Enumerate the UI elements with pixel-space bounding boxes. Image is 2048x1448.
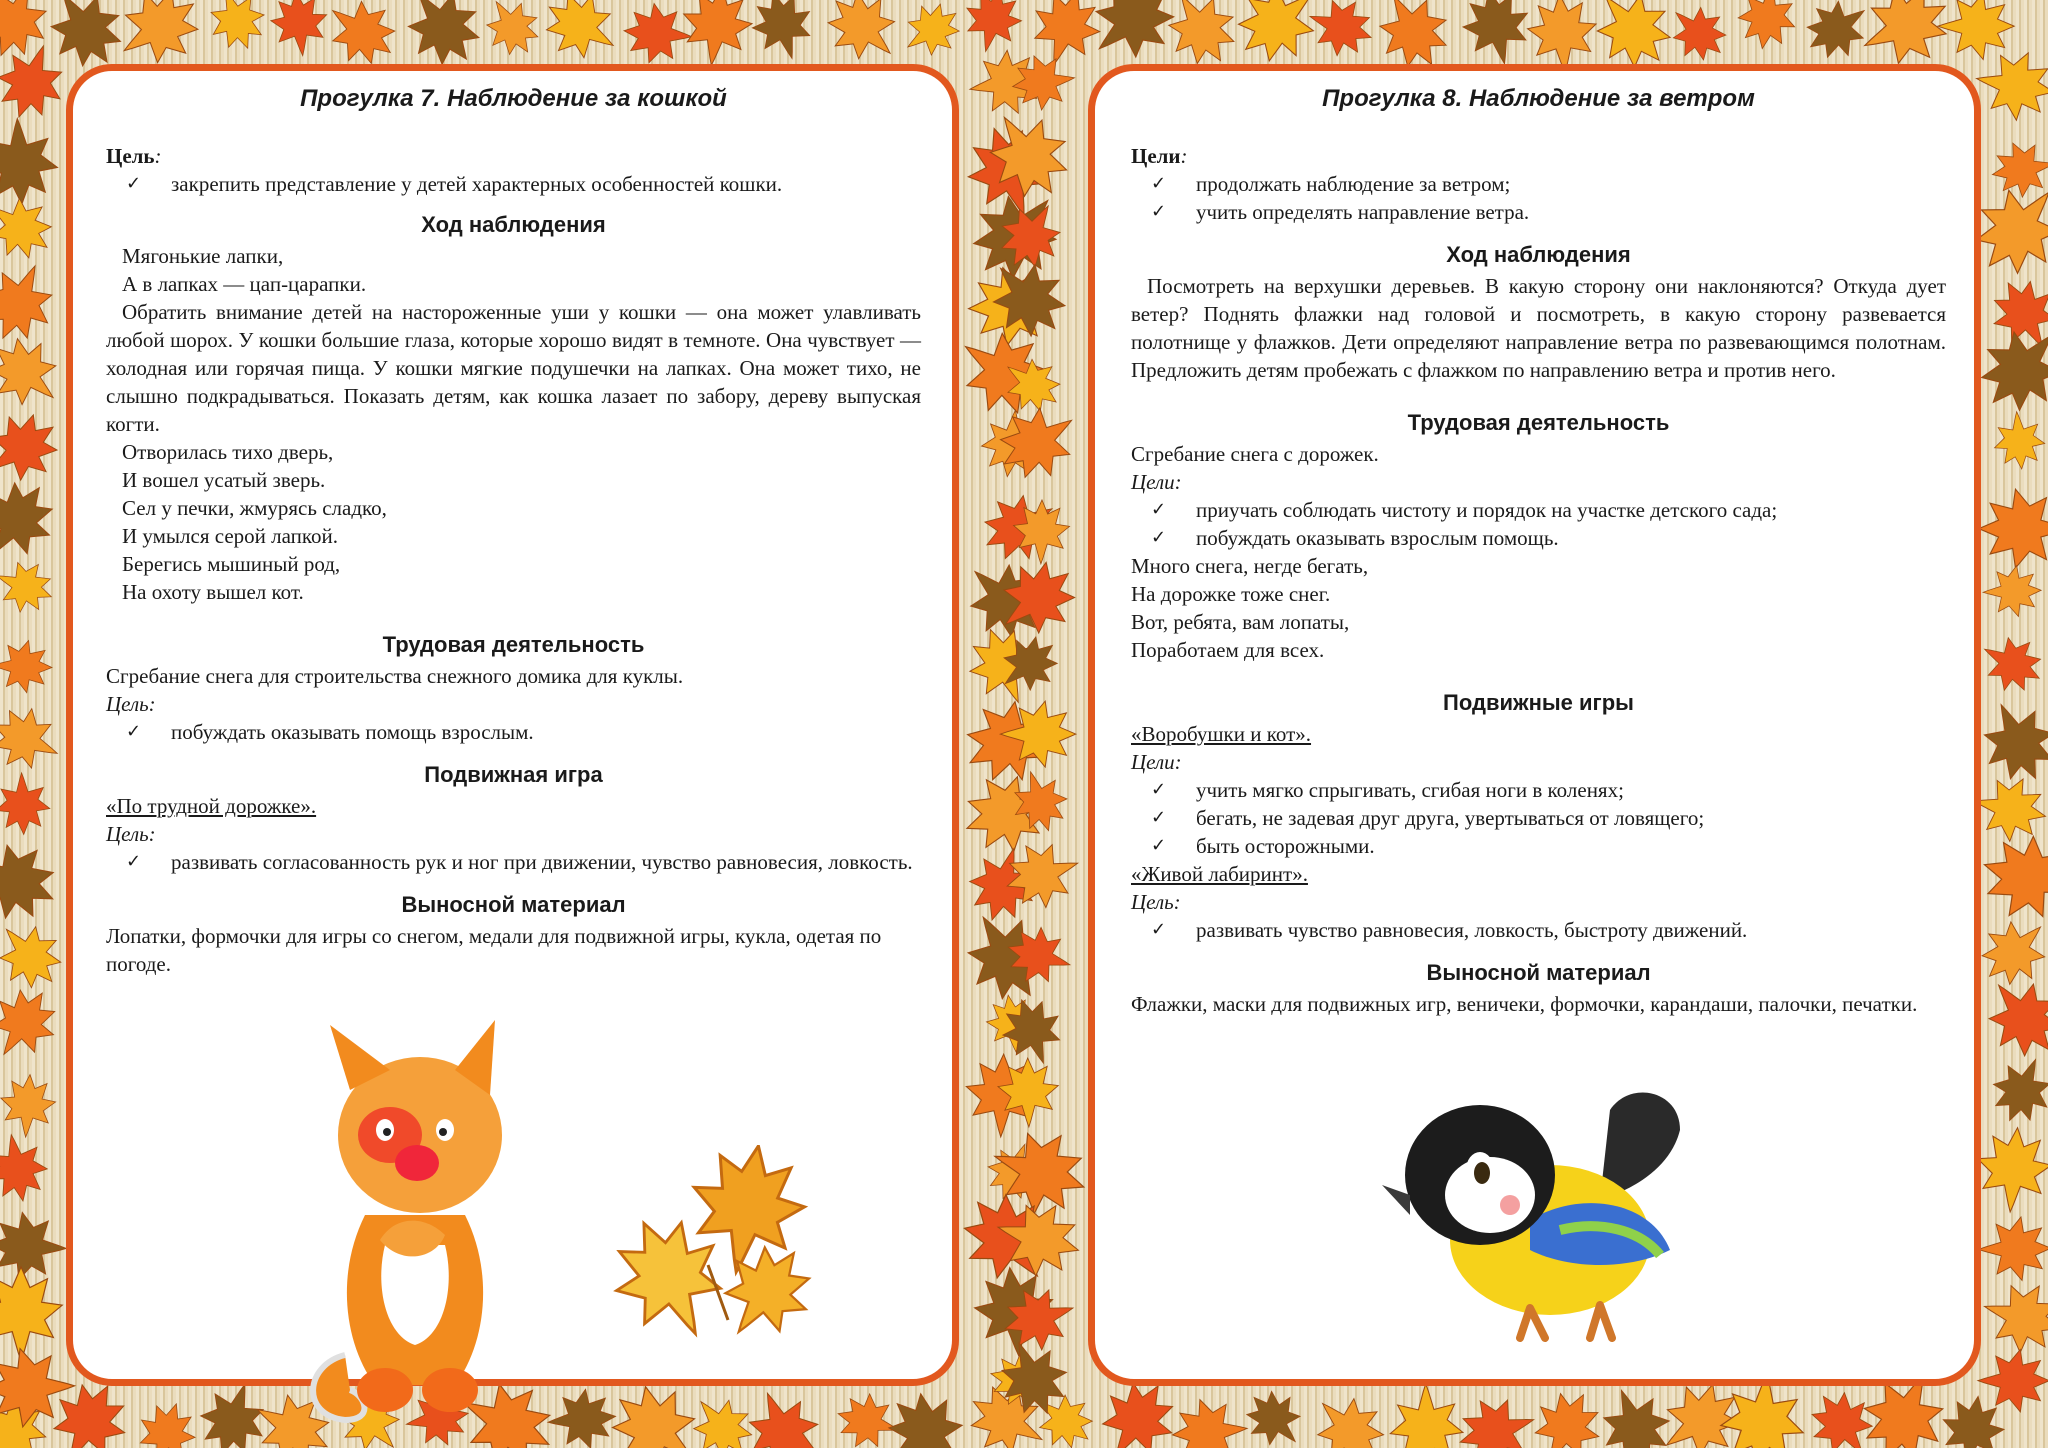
checklist-item-text: закрепить представление у детей характерных особенностей кошки.	[171, 172, 783, 196]
verse-line: На дорожке тоже снег.	[1131, 582, 1331, 606]
autumn-leaf-icon	[872, 1377, 982, 1448]
checkmark-icon: ✓	[1151, 835, 1167, 856]
autumn-leaf-icon	[831, 1387, 905, 1448]
cat-illustration	[305, 1015, 525, 1425]
verse-line: На охоту вышел кот.	[122, 580, 304, 604]
autumn-leaf-icon	[0, 117, 59, 207]
right-walk-title: Прогулка 8. Наблюдение за ветром	[1322, 85, 1755, 112]
autumn-leaf-icon	[1979, 489, 2048, 568]
right-material-heading: Выносной материал	[1426, 960, 1651, 985]
autumn-leaf-icon	[1982, 565, 2042, 618]
checklist-item-text: учить определять направление ветра.	[1196, 200, 1530, 224]
right-game2-goal-label: Цель:	[1131, 890, 1181, 914]
autumn-leaf-icon	[130, 1395, 203, 1448]
autumn-leaf-icon	[1795, 0, 1880, 70]
verse-line: И вошел усатый зверь.	[122, 468, 326, 492]
checkmark-icon: ✓	[126, 721, 142, 742]
autumn-leaf-icon	[1457, 0, 1537, 71]
checkmark-icon: ✓	[1151, 201, 1167, 222]
autumn-leaf-icon	[1978, 1216, 2048, 1281]
left-game-heading: Подвижная игра	[424, 762, 603, 787]
autumn-leaf-icon	[1659, 0, 1738, 72]
verse-line: Мягонькие лапки,	[122, 244, 284, 268]
autumn-leaf-icon	[958, 0, 1027, 58]
autumn-leaf-icon	[0, 909, 75, 1001]
checklist-item-text: развивать согласованность рук и ног при движении, чувство равновесия, ловкость.	[171, 850, 913, 874]
autumn-leaf-icon	[1235, 1379, 1315, 1448]
checkmark-icon: ✓	[1151, 527, 1167, 548]
checkmark-icon: ✓	[1151, 499, 1167, 520]
autumn-leaf-icon	[474, 0, 550, 66]
bird-blush	[1500, 1195, 1520, 1215]
autumn-leaf-icon	[1450, 1388, 1543, 1448]
left-material-heading: Выносной материал	[401, 892, 626, 917]
checklist-item-text: бегать, не задевая друг друга, увертываться от ловящего;	[1196, 806, 1705, 830]
right-goal-line	[1131, 142, 1946, 170]
checklist-item-text: учить мягко спрыгивать, сгибая ноги в коленях;	[1196, 778, 1624, 802]
autumn-leaf-icon	[1938, 0, 2014, 60]
checklist-item	[1131, 496, 1946, 524]
autumn-leaf-icon	[679, 1383, 765, 1448]
checklist-item	[1131, 198, 1946, 226]
right-walk-column	[1131, 80, 1946, 1018]
checkmark-icon: ✓	[126, 173, 142, 194]
right-goal-label: Цели	[1131, 144, 1181, 168]
right-observation-text: Посмотреть на верхушки деревьев. В какую сторону они наклоняются? Откуда дует ветер? Поднять флажки над головой и посмотреть, в какую сторону развевается полотнище у флажков. Дети определяют направление ветра по развевающимся полотнам. Предложить детям пробежать с флажком по направлению ветра и против него.	[1131, 274, 1946, 382]
right-labor-heading: Трудовая деятельность	[1407, 410, 1670, 435]
checklist-item-text: продолжать наблюдение за ветром;	[1196, 172, 1511, 196]
checkmark-icon: ✓	[1151, 173, 1167, 194]
autumn-leaf-icon	[0, 467, 68, 575]
autumn-leaf-icon	[0, 183, 65, 271]
autumn-leaf-icon	[621, 1, 694, 66]
autumn-leaf-icon	[200, 0, 273, 58]
cat-pupil	[439, 1128, 447, 1136]
autumn-leaf-icon	[1983, 1048, 2048, 1132]
autumn-leaf-icon	[0, 772, 51, 836]
bird-wing	[1530, 1203, 1670, 1265]
autumn-leaf-icon	[1975, 1273, 2048, 1361]
checkmark-icon: ✓	[1151, 919, 1167, 940]
left-walk-column	[106, 80, 921, 978]
right-game2-name: «Живой лабиринт».	[1131, 862, 1308, 886]
autumn-leaf-icon	[1389, 1383, 1463, 1448]
autumn-leaf-icon	[677, 0, 756, 70]
verse-line: Поработаем для всех.	[1131, 638, 1325, 662]
checklist-item	[1131, 524, 1946, 552]
cat-nose	[395, 1145, 439, 1181]
checklist-item	[106, 170, 921, 198]
checklist-item	[1131, 832, 1946, 860]
autumn-leaf-icon	[0, 829, 69, 933]
left-observation-heading: Ход наблюдения	[421, 212, 606, 237]
autumn-leaf-icon	[1973, 1124, 2048, 1215]
verse-line: А в лапках — цап-царапки.	[122, 272, 367, 296]
left-goal-line	[106, 142, 921, 170]
autumn-leaf-icon	[893, 0, 970, 68]
checklist-item	[1131, 170, 1946, 198]
right-labor-text: Сгребание снега с дорожек.	[1131, 442, 1379, 466]
cat-paw	[357, 1368, 413, 1412]
autumn-leaf-icon	[0, 1130, 52, 1207]
right-material-text: Флажки, маски для подвижных игр, веничеки, формочки, карандаши, палочки, печатки.	[1131, 992, 1918, 1016]
verse-line: И умылся серой лапкой.	[122, 524, 339, 548]
bird-pupil	[1474, 1162, 1490, 1184]
left-observation-text: Обратить внимание детей на настороженные уши у кошки — она может улавливать любой шорох. У кошки большие глаза, которые хорошо видят в темноте. Она чувствует — холодная или горячая пища. У кошки мягкие подушечки на лапках. Она может тихо, не слышно подкрадываться. Показать детям, как кошка лазает по забору, дереву выпуская когти.	[106, 300, 921, 436]
autumn-leaf-icon	[1170, 1396, 1250, 1448]
left-goal-colon: :	[154, 144, 162, 168]
checklist-item	[106, 848, 921, 876]
left-game-goal-label: Цель:	[106, 822, 156, 846]
checkmark-icon: ✓	[1151, 779, 1167, 800]
verse-line: Отворилась тихо дверь,	[122, 440, 334, 464]
cat-paw	[422, 1368, 478, 1412]
checkmark-icon: ✓	[1151, 807, 1167, 828]
bird-beak	[1382, 1185, 1410, 1215]
checklist-item-text: быть осторожными.	[1196, 834, 1375, 858]
checklist-item	[1131, 804, 1946, 832]
checklist-item-text: развивать чувство равновесия, ловкость, быстроту движений.	[1196, 918, 1748, 942]
autumn-leaf-icon	[0, 697, 70, 781]
left-walk-title: Прогулка 7. Наблюдение за кошкой	[300, 85, 727, 112]
maple-leaves-illustration	[598, 1145, 843, 1345]
cat-pupil	[383, 1128, 391, 1136]
left-labor-heading: Трудовая деятельность	[382, 632, 645, 657]
autumn-leaf-icon	[0, 324, 75, 423]
autumn-leaf-icon	[1590, 1378, 1680, 1448]
left-labor-text: Сгребание снега для строительства снежного домика для куклы.	[106, 664, 684, 688]
autumn-leaf-icon	[545, 1387, 618, 1448]
autumn-leaf-icon	[0, 1073, 57, 1139]
checklist-item-text: приучать соблюдать чистоту и порядок на участке детского сада;	[1196, 498, 1778, 522]
autumn-leaf-icon	[0, 1211, 68, 1282]
cat-tail	[313, 1355, 364, 1420]
checklist-item	[106, 718, 921, 746]
autumn-leaf-icon	[268, 0, 331, 59]
autumn-leaf-icon	[0, 552, 61, 621]
checklist-item-text: побуждать оказывать взрослым помощь.	[1196, 526, 1559, 550]
left-material-text: Лопатки, формочки для игры со снегом, медали для подвижной игры, кукла, одетая по погоде.	[106, 924, 882, 976]
autumn-leaf-icon	[533, 0, 630, 73]
autumn-leaf-icon	[0, 252, 67, 352]
autumn-leaf-icon	[745, 0, 821, 67]
autumn-leaf-icon	[1978, 1349, 2048, 1412]
checkmark-icon: ✓	[126, 851, 142, 872]
verse-line: Берегись мышиный род,	[122, 552, 341, 576]
autumn-leaf-icon	[0, 400, 71, 497]
checklist-item-text: побуждать оказывать помощь взрослым.	[171, 720, 534, 744]
autumn-leaf-icon	[1301, 0, 1381, 64]
autumn-leaf-icon	[1972, 625, 2048, 702]
autumn-leaf-icon	[735, 1380, 830, 1448]
checklist-item	[1131, 916, 1946, 944]
right-games-heading: Подвижные игры	[1443, 690, 1634, 715]
titmouse-illustration	[1380, 1080, 1700, 1355]
autumn-leaf-icon	[1988, 137, 2048, 202]
right-game1-goal-label: Цели:	[1131, 750, 1182, 774]
right-labor-goal-label: Цели:	[1131, 470, 1182, 494]
autumn-leaf-icon	[1734, 0, 1801, 53]
left-labor-goal-label: Цель:	[106, 692, 156, 716]
left-goal-label: Цель	[106, 144, 155, 168]
verse-line: Вот, ребята, вам лопаты,	[1131, 610, 1350, 634]
autumn-leaf-icon	[1992, 409, 2047, 471]
left-game-name: «По трудной дорожке».	[106, 794, 317, 818]
autumn-leaf-icon	[0, 0, 60, 67]
autumn-leaf-icon	[0, 1267, 62, 1361]
autumn-leaf-icon	[1521, 1380, 1613, 1448]
verse-line: Много снега, негде бегать,	[1131, 554, 1369, 578]
right-goal-colon: :	[1180, 144, 1188, 168]
checklist-item	[1131, 776, 1946, 804]
right-game1-name: «Воробушки и кот».	[1131, 722, 1312, 746]
verse-line: Сел у печки, жмурясь сладко,	[122, 496, 387, 520]
autumn-leaf-icon	[0, 976, 69, 1071]
right-observation-heading: Ход наблюдения	[1446, 242, 1631, 267]
autumn-leaf-icon	[1009, 51, 1078, 114]
autumn-leaf-icon	[0, 639, 53, 693]
autumn-leaf-icon	[1300, 1380, 1399, 1448]
